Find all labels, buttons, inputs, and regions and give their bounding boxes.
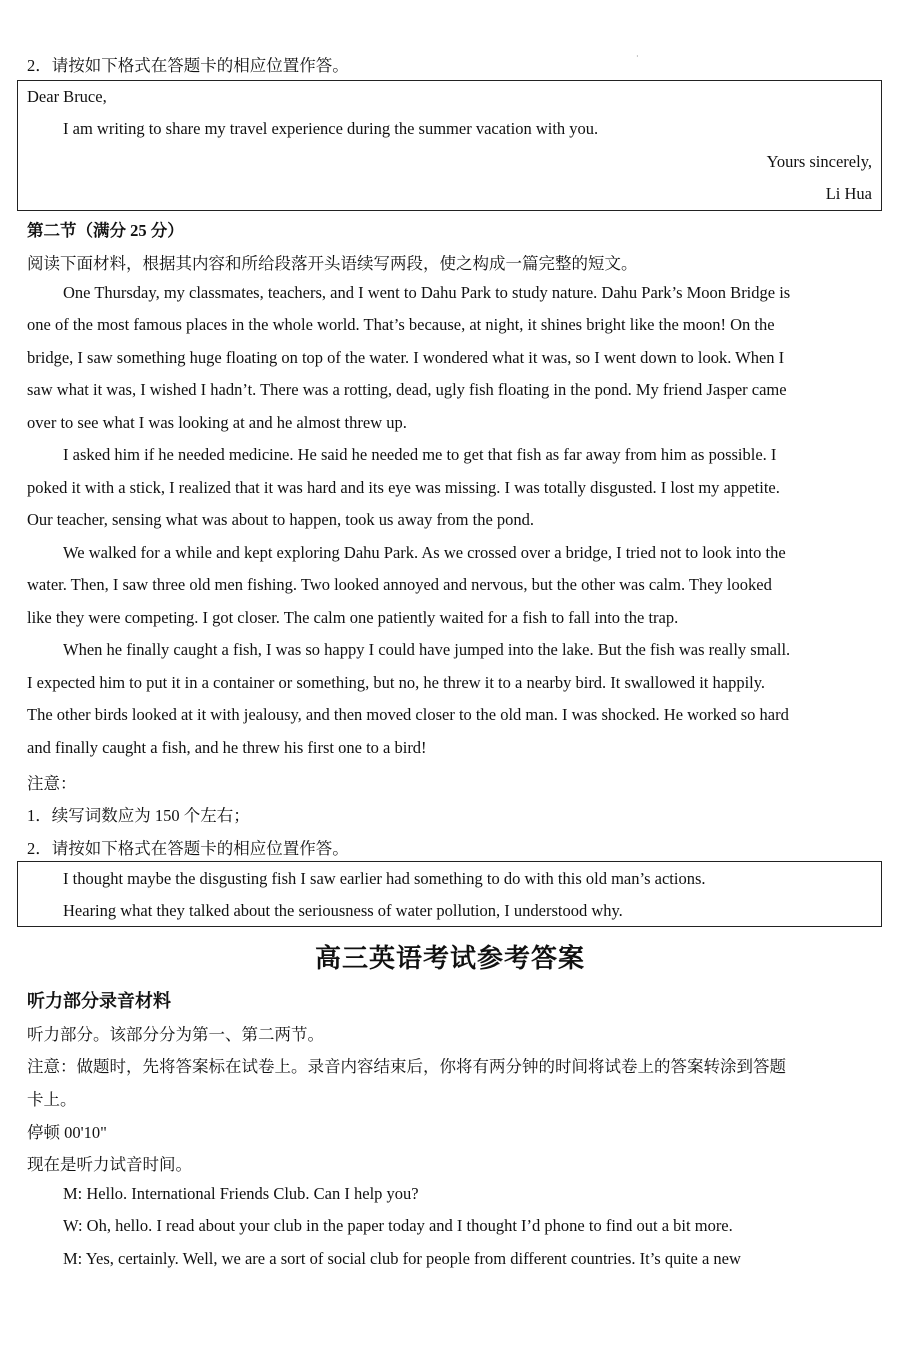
notice-item-1: 1．续写词数应为 150 个左右；: [27, 806, 250, 825]
pause-marker: 停顿 00'10": [27, 1123, 107, 1142]
letter-opening: I am writing to share my travel experience during the summer vacation with you.: [63, 119, 599, 138]
continuation-format-box: [17, 861, 882, 927]
prompt-paragraph-1: I thought maybe the disgusting fish I saw earlier had something to do with this old man’s actions.: [63, 869, 706, 888]
passage-line: I expected him to put it in a container or something, but no, he threw it to a nearby bird. It swallowed it happily.: [27, 673, 766, 692]
passage-line: like they were competing. I got closer. The calm one patiently waited for a fish to fall into the trap.: [27, 608, 679, 627]
passage-line: The other birds looked at it with jealousy, and then moved closer to the old man. I was shocked. He worked so hard: [27, 705, 789, 724]
listening-heading: 听力部分录音材料: [27, 991, 171, 1011]
passage-line: When he finally caught a fish, I was so happy I could have jumped into the lake. But the fish was really small.: [63, 640, 791, 659]
dialogue-line: W: Oh, hello. I read about your club in the paper today and I thought I’d phone to find out a bit more.: [63, 1216, 733, 1235]
passage-line: Our teacher, sensing what was about to happen, took us away from the pond.: [27, 510, 535, 529]
passage-line: One Thursday, my classmates, teachers, and I went to Dahu Park to study nature. Dahu Park’s Moon Bridge is: [63, 283, 791, 302]
notice-label: 注意：: [27, 774, 77, 793]
dialogue-line: M: Yes, certainly. Well, we are a sort of social club for people from different countries. It’s quite a new: [63, 1249, 741, 1268]
format-note: 2．请按如下格式在答题卡的相应位置作答。: [27, 56, 349, 75]
passage-line: poked it with a stick, I realized that it was hard and its eye was missing. I was totally disgusted. I lost my appetite.: [27, 478, 780, 497]
listening-intro: 听力部分。该部分分为第一、第二两节。: [27, 1025, 324, 1044]
answer-title: 高三英语考试参考答案: [314, 944, 585, 973]
section2-instruction: 阅读下面材料，根据其内容和所给段落开头语续写两段，使之构成一篇完整的短文。: [27, 254, 638, 273]
scan-dot: ·: [636, 52, 639, 61]
letter-closing: Yours sincerely,: [766, 152, 872, 171]
listening-note-line: 卡上。: [27, 1090, 77, 1109]
letter-greeting: Dear Bruce,: [27, 87, 107, 106]
section2-heading: 第二节（满分 25 分）: [27, 221, 184, 240]
listening-note-line: 注意：做题时，先将答案标在试卷上。录音内容结束后，你将有两分钟的时间将试卷上的答案转涂到答题: [27, 1057, 786, 1076]
letter-signature: Li Hua: [825, 184, 872, 203]
passage-line: water. Then, I saw three old men fishing. Two looked annoyed and nervous, but the other was calm. They looked: [27, 575, 772, 594]
passage-line: over to see what I was looking at and he almost threw up.: [27, 413, 407, 432]
dialogue-line: M: Hello. International Friends Club. Can I help you?: [63, 1184, 419, 1203]
passage-line: and finally caught a fish, and he threw his first one to a bird!: [27, 738, 427, 757]
notice-item-2: 2．请按如下格式在答题卡的相应位置作答。: [27, 839, 349, 858]
passage-line: We walked for a while and kept exploring Dahu Park. As we crossed over a bridge, I tried not to look into the: [63, 543, 786, 562]
passage-line: bridge, I saw something huge floating on top of the water. I wondered what it was, so I went down to look. When I: [27, 348, 785, 367]
passage-line: one of the most famous places in the whole world. That’s because, at night, it shines bright like the moon! On the: [27, 315, 775, 334]
trial-notice: 现在是听力试音时间。: [27, 1155, 192, 1174]
passage-line: saw what it was, I wished I hadn’t. There was a rotting, dead, ugly fish floating in the pond. My friend Jasper came: [27, 380, 787, 399]
letter-format-box: [17, 80, 882, 211]
prompt-paragraph-2: Hearing what they talked about the seriousness of water pollution, I understood why.: [63, 901, 623, 920]
passage-line: I asked him if he needed medicine. He said he needed me to get that fish as far away from him as possible. I: [63, 445, 777, 464]
